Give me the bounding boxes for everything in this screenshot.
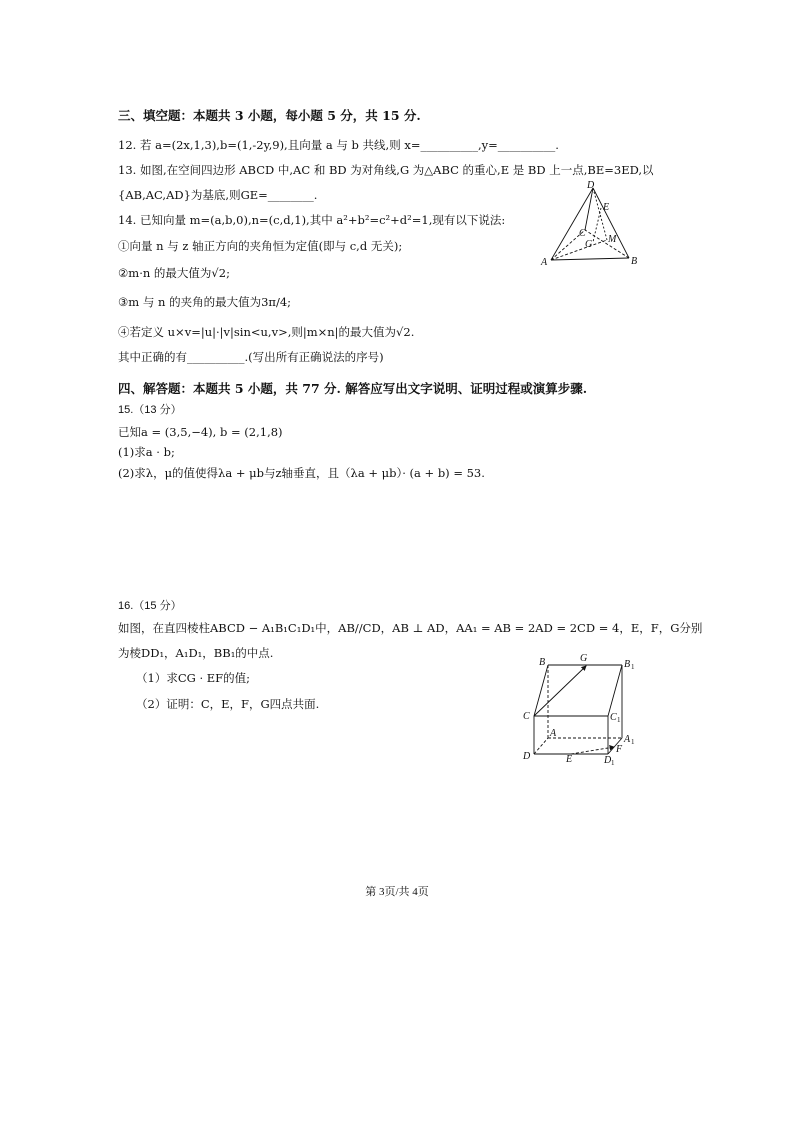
section-4-title: 四、解答题：本题共 5 小题，共 77 分. 解答应写出文字说明、证明过程或演算步骤.	[118, 381, 588, 396]
question-14-option-4: ④若定义 u×v=|u|·|v|sin<u,v>,则|m×n|的最大值为√2.	[118, 325, 415, 339]
section-3-title: 三、填空题：本题共 3 小题，每小题 5 分，共 15 分.	[118, 108, 421, 123]
label-F: F	[616, 744, 623, 755]
label-A: A	[550, 728, 557, 739]
question-16-part-1: （1）求CG · EF的值;	[136, 671, 251, 685]
question-12: 12. 若 a=(2x,1,3),b=(1,-2y,9),且向量 a 与 b 共线,则 x=__________,y=__________.	[118, 138, 559, 152]
question-15-header: 15.（13 分）	[118, 404, 182, 416]
label-C: C	[579, 228, 586, 239]
label-B1-sub: 1	[631, 663, 635, 671]
label-G: G	[580, 653, 588, 664]
label-G: G	[585, 239, 593, 250]
label-E: E	[566, 754, 573, 765]
question-14-option-3: ③m 与 n 的夹角的最大值为3π/4;	[118, 295, 292, 309]
label-D1-sub: 1	[611, 759, 615, 767]
label-D1: D	[604, 755, 612, 766]
question-15-part-2: (2)求λ，μ的值使得λa + μb与z轴垂直，且（λa + μb）· (a + b) = 53.	[118, 466, 485, 480]
label-B1: B	[624, 659, 631, 670]
question-15-part-1: (1)求a · b;	[118, 445, 175, 459]
label-B: B	[631, 256, 638, 267]
question-16-line-1: 如图，在直四棱柱ABCD − A₁B₁C₁D₁中，AB//CD，AB ⊥ AD，AA₁ = AB = 2AD = 2CD = 4，E，F，G分别	[118, 621, 703, 635]
label-C1-sub: 1	[617, 716, 621, 724]
question-14-option-2: ②m·n 的最大值为√2;	[118, 266, 230, 280]
question-16-line-2: 为棱DD₁，A₁D₁，BB₁的中点.	[118, 646, 274, 660]
question-15-given: 已知a = (3,5,−4), b = (2,1,8)	[118, 425, 283, 439]
question-13-line-2: {AB,AC,AD}为基底,则GE=________.	[118, 188, 318, 202]
label-E: E	[603, 202, 610, 213]
label-A: A	[541, 257, 548, 268]
page-footer: 第 3页/共 4页	[365, 886, 429, 898]
label-A1: A	[624, 734, 631, 745]
tetrahedron-figure	[535, 178, 653, 270]
label-D: D	[587, 180, 595, 191]
question-16-part-2: （2）证明：C，E，F，G四点共面.	[136, 697, 320, 711]
question-14-tail: 其中正确的有__________.(写出所有正确说法的序号)	[118, 350, 384, 364]
label-C1: C	[610, 712, 617, 723]
label-M: M	[608, 234, 617, 245]
label-B: B	[539, 657, 546, 668]
question-16-header: 16.（15 分）	[118, 600, 182, 612]
label-A1-sub: 1	[631, 738, 635, 746]
question-13-line-1: 13. 如图,在空间四边形 ABCD 中,AC 和 BD 为对角线,G 为△ABC 的重心,E 是 BD 上一点,BE=3ED,以	[118, 163, 654, 177]
question-14-option-1: ①向量 n 与 z 轴正方向的夹角恒为定值(即与 c,d 无关);	[118, 239, 403, 253]
label-D: D	[523, 751, 531, 762]
prism-figure	[518, 650, 648, 768]
question-14-stem: 14. 已知向量 m=(a,b,0),n=(c,d,1),其中 a²+b²=c²+d²=1,现有以下说法:	[118, 213, 506, 227]
label-C: C	[523, 711, 530, 722]
